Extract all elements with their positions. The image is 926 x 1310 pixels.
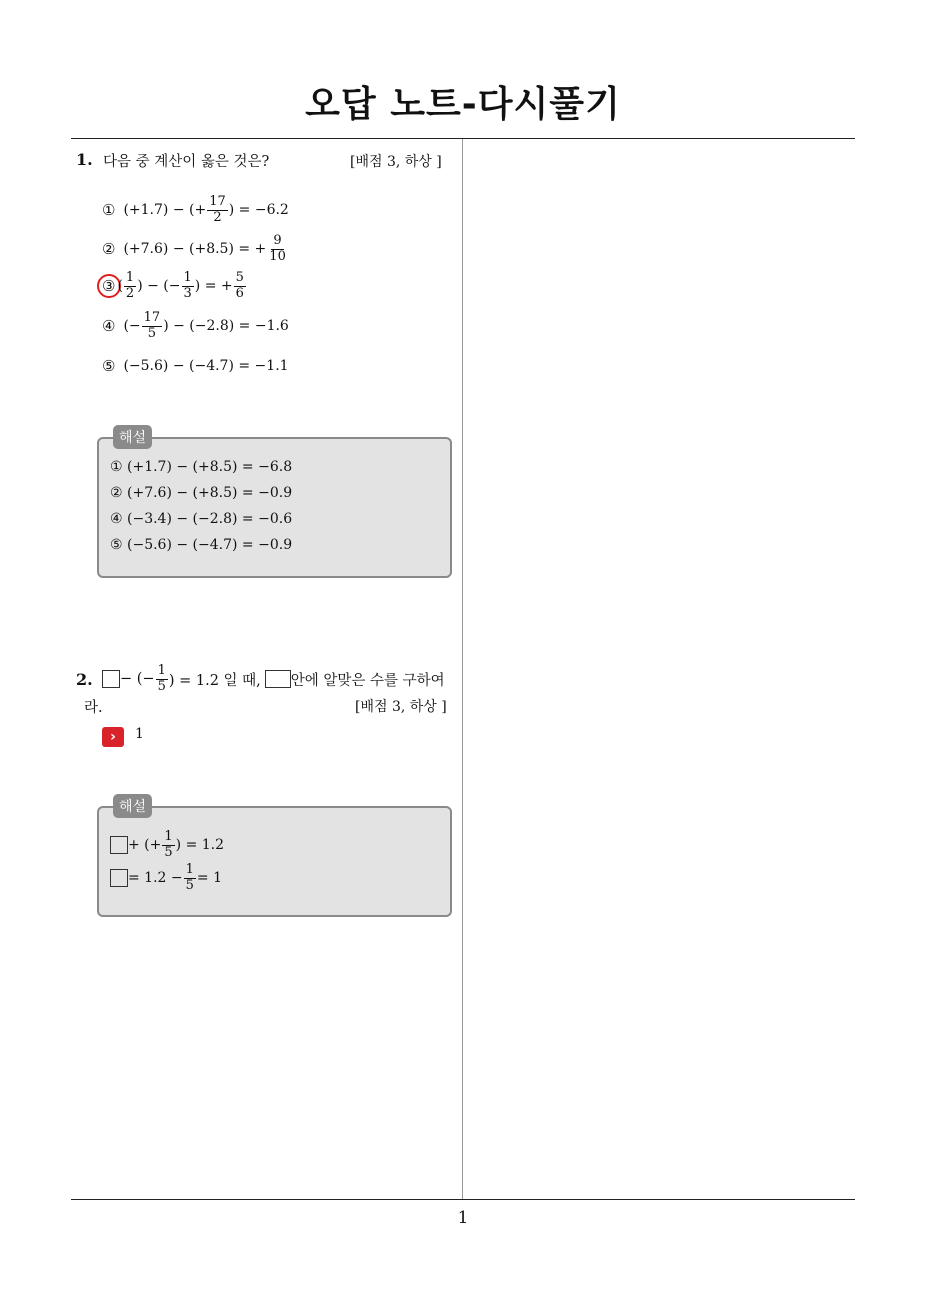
header-divider	[71, 138, 855, 139]
question-1-meta: [배점 3, 하상 ]	[350, 154, 442, 170]
fraction: $\frac{1}{5}$	[164, 829, 173, 860]
choice-4[interactable]	[102, 308, 289, 344]
question-2-number: 2.	[76, 670, 93, 689]
solution-1-line-1: ① (+1.7) − (+8.5) = −6.8	[110, 459, 293, 475]
choice-3-expr: ( $\frac{1}{2}$ ) − (− $\frac{1}{3}$ ) = + $\frac{5}{6}$	[117, 270, 244, 301]
choice-5-expr: (−5.6) − (−4.7) = −1.1	[123, 358, 289, 374]
answer-blank	[110, 836, 128, 854]
choice-1-mark: ①	[102, 201, 116, 219]
solution-1-line-4: ⑤ (−5.6) − (−4.7) = −0.9	[110, 537, 293, 553]
solution-1-line-3: ④ (−3.4) − (−2.8) = −0.6	[110, 511, 293, 527]
answer-value: 1	[135, 726, 144, 742]
fraction: $\frac{1}{5}$	[157, 663, 166, 694]
answer-blank	[265, 670, 291, 688]
fraction: $\frac{9}{10}$	[269, 233, 286, 264]
question-1-number: 1.	[76, 150, 93, 169]
solution-2-line-1: + (+ $\frac{1}{5}$ ) = 1.2	[110, 827, 224, 863]
column-divider	[462, 139, 463, 1199]
choice-2-expr: (+7.6) − (+8.5) = + $\frac{9}{10}$	[123, 233, 286, 264]
choice-4-mark: ④	[102, 317, 116, 335]
answer-blank	[110, 869, 128, 887]
answer-blank	[102, 670, 120, 688]
fraction: $\frac{17}{2}$	[209, 194, 226, 225]
question-2-text: − (− $\frac{1}{5}$ ) = 1.2 일 때, 안에 알맞은 수를 구하여	[102, 662, 445, 696]
fraction: $\frac{1}{3}$	[183, 270, 192, 301]
choice-1-expr: (+1.7) − (+ $\frac{17}{2}$ ) = −6.2	[123, 194, 289, 225]
fraction: $\frac{17}{5}$	[143, 310, 161, 341]
footer-divider	[71, 1199, 855, 1200]
fraction: $\frac{1}{2}$	[125, 270, 135, 301]
question-2-text-line2: 라.	[84, 700, 103, 716]
chevron-right-icon: ›	[102, 727, 124, 747]
choice-2-mark: ②	[102, 240, 116, 258]
page-number: 1	[457, 1208, 469, 1228]
choice-4-expr: (− $\frac{17}{5}$ ) − (−2.8) = −1.6	[123, 310, 289, 341]
choice-5-mark: ⑤	[102, 357, 116, 375]
page-title: 오답 노트-다시풀기	[305, 84, 621, 125]
choice-3-mark: ③	[102, 277, 116, 295]
choice-2[interactable]	[102, 231, 289, 267]
fraction: $\frac{5}{6}$	[235, 270, 244, 301]
solution-2-line-2: = 1.2 − $\frac{1}{5}$ = 1	[110, 860, 222, 896]
choice-3[interactable]	[102, 268, 247, 304]
question-2-meta: [배점 3, 하상 ]	[355, 699, 447, 715]
choice-5[interactable]	[102, 348, 289, 384]
question-1-text: 다음 중 계산이 옳은 것은?	[103, 154, 270, 170]
solution-label-2: 해설	[113, 794, 152, 818]
choice-1[interactable]	[102, 192, 289, 228]
solution-1-line-2: ② (+7.6) − (+8.5) = −0.9	[110, 485, 293, 501]
fraction: $\frac{1}{5}$	[185, 862, 194, 893]
solution-label-1: 해설	[113, 425, 152, 449]
